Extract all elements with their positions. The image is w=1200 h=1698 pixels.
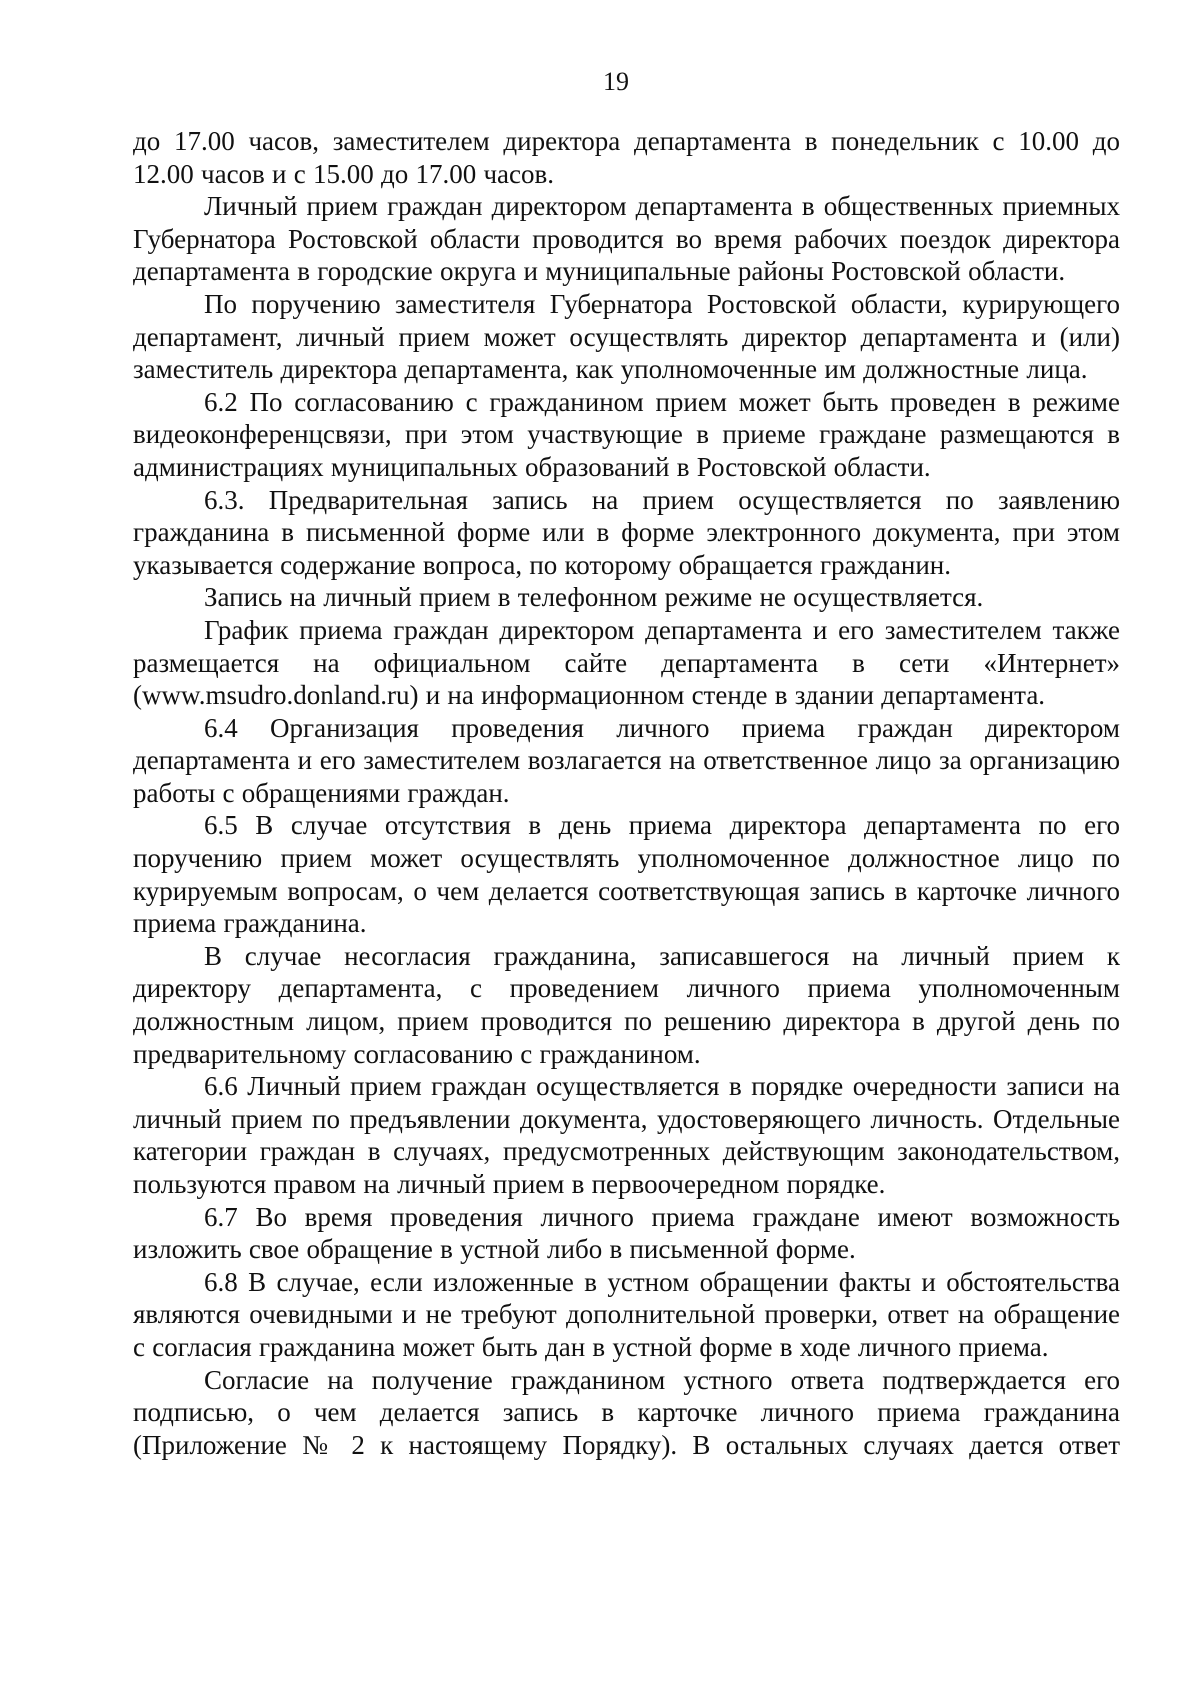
- paragraph: По поручению заместителя Губернатора Ростовской области, курирующего департамент, личный прием может осуществлять директор департамента и (или) заместитель директора департамента, как уполномоченные им должностные лица.: [133, 288, 1120, 385]
- paragraph: 6.6 Личный прием граждан осуществляется в порядке очередности записи на личный прием по предъявлении документа, удостоверяющего личность. Отдельные категории граждан в случаях, предусмотренных действующим законодательством, пользуются правом на личный прием в первоочередном порядке.: [133, 1071, 1120, 1199]
- paragraph: Согласие на получение гражданином устного ответа подтверждается его подписью, о чем делается запись в карточке личного приема гражданина (Приложение № 2 к настоящему Порядку). В остальных случаях дается ответ: [133, 1364, 1120, 1460]
- paragraph: Запись на личный прием в телефонном режиме не осуществляется.: [204, 582, 984, 613]
- paragraph: до 17.00 часов, заместителем директора департамента в понедельник с 10.00 до 12.00 часов и с 15.00 до 17.00 часов.: [133, 126, 1120, 189]
- document-body: [133, 125, 1120, 1461]
- paragraph: 6.5 В случае отсутствия в день приема директора департамента по его поручению прием может осуществлять уполномоченное должностное лицо по курируемым вопросам, о чем делается соответствующая запись в карточке личного приема гражданина.: [133, 810, 1120, 939]
- paragraph: 6.2 По согласованию с гражданином прием может быть проведен в режиме видеоконференцсвязи, при этом участвующие в приеме граждане размещаются в администрациях муниципальных образований в Ростовской области.: [133, 386, 1120, 482]
- paragraph: 6.8 В случае, если изложенные в устном обращении факты и обстоятельства являются очевидными и не требуют дополнительной проверки, ответ на обращение с согласия гражданина может быть дан в устной форме в ходе личного приема.: [133, 1266, 1120, 1362]
- paragraph: 6.7 Во время проведения личного приема граждане имеют возможность изложить свое обращение в устной либо в письменной форме.: [133, 1201, 1120, 1265]
- paragraph: График приема граждан директором департамента и его заместителем также размещается на официальном сайте департамента в сети «Интернет» (www.msudro.donland.ru) и на информационном стенде в здании департамента.: [133, 614, 1120, 711]
- paragraph: 6.3. Предварительная запись на прием осуществляется по заявлению гражданина в письменной форме или в форме электронного документа, при этом указывается содержание вопроса, по которому обращается гражданин.: [133, 484, 1120, 580]
- paragraph: В случае несогласия гражданина, записавшегося на личный прием к директору департамента, с проведением личного приема уполномоченным должностным лицом, прием проводится по решению директора в другой день по предварительному согласованию с гражданином.: [133, 940, 1120, 1069]
- paragraph: 6.4 Организация проведения личного приема граждан директором департамента и его заместителем возлагается на ответственное лицо за организацию работы с обращениями граждан.: [133, 712, 1120, 808]
- paragraph: Личный прием граждан директором департамента в общественных приемных Губернатора Ростовской области проводится во время рабочих поездок директора департамента в городские округа и муниципальные районы Ростовской области.: [133, 191, 1120, 287]
- page-number: 19: [603, 67, 629, 96]
